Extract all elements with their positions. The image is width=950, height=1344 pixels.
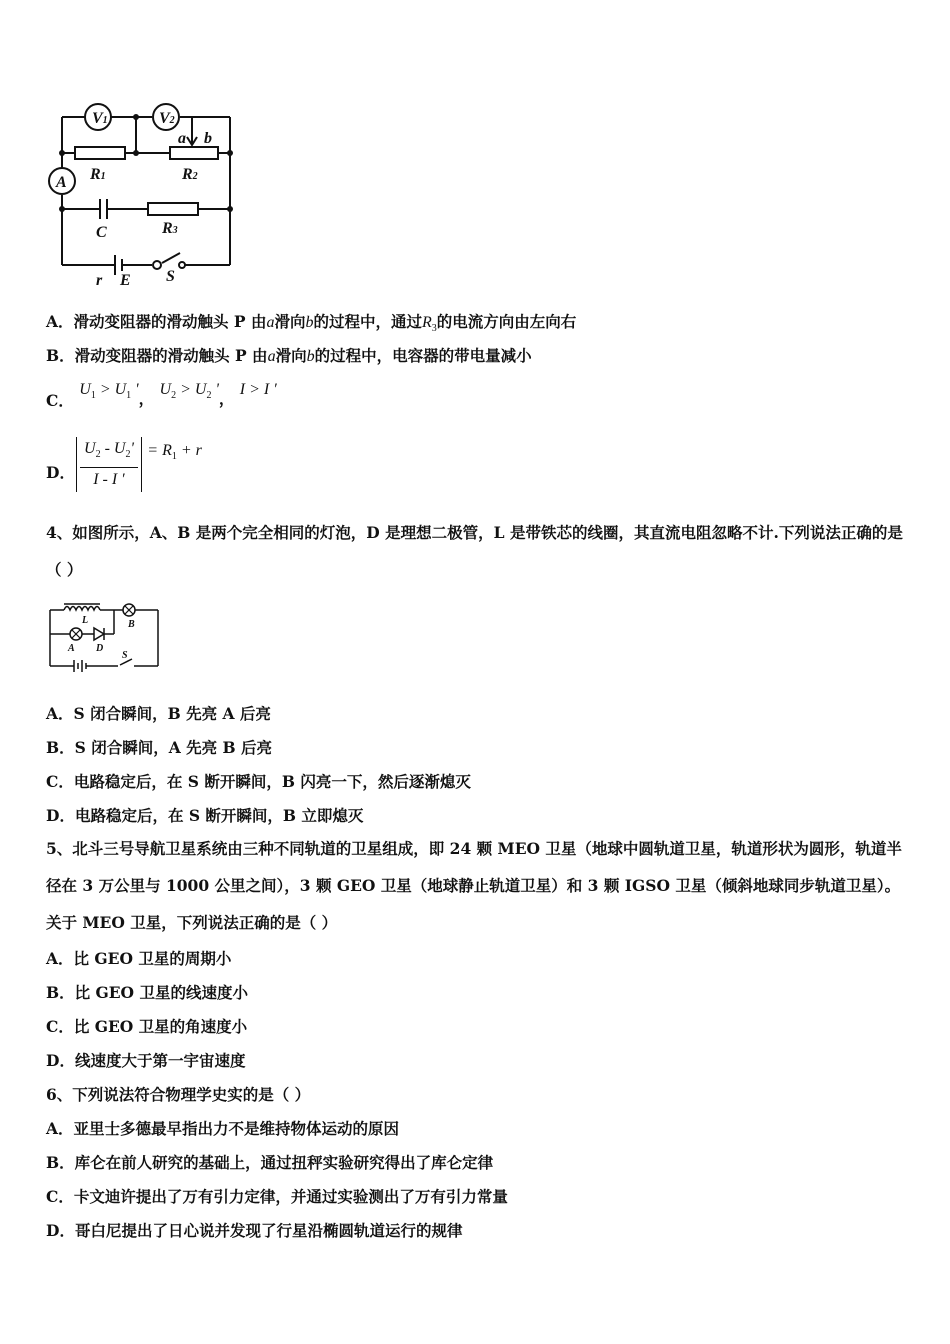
q5-option-b: B．比 GEO 卫星的线速度小 [46,983,248,1002]
ammeter-label: A [56,174,67,191]
q5-option-c: C．比 GEO 卫星的角速度小 [46,1017,248,1036]
q3-option-a: A．滑动变阻器的滑动触头 P 由a滑向b的过程中，通过$R_3$的电流方向由左向右 [46,312,577,335]
q5-option-d: D．线速度大于第一宇宙速度 [46,1051,246,1070]
capacitor-label: C [96,224,107,241]
q3-option-c: C． $U_1 > U_1$ '， $U_2 > U_2$ '， I > I ′ [46,381,277,410]
q6-option-a: A．亚里士多德最早指出力不是维持物体运动的原因 [46,1119,400,1138]
node-b-label: b [204,130,212,147]
q4-option-b: B．S 闭合瞬间，A 先亮 B 后亮 [46,738,273,757]
q4-stem: 4、如图所示，A、B 是两个完全相同的灯泡，D 是理想二极管，L 是带铁芯的线圈，其直流电阻忽略不计.下列说法正确的是（ ） [46,523,903,579]
q4-option-d: D．电路稳定后，在 S 断开瞬间，B 立即熄灭 [46,806,364,825]
q6-option-d: D．哥白尼提出了日心说并发现了行星沿椭圆轨道运行的规律 [46,1221,463,1240]
q3-option-b: B．滑动变阻器的滑动触头 P 由a滑向b的过程中，电容器的带电量减小 [46,346,532,365]
r2-label: R2 [182,166,198,183]
q5-option-a: A．比 GEO 卫星的周期小 [46,949,232,968]
bulb-a-label: A [68,643,75,654]
q5-stem: 5、北斗三号导航卫星系统由三种不同轨道的卫星组成，即 24 颗 MEO 卫星（地球中圆轨道卫星，轨道形状为圆形，轨道半径在 3 万公里与 1000 公里之间），3 颗 GEO 卫星（地球静止轨道卫星）和 3 颗 IGSO 卫星（倾斜地球同步轨道卫星）。关于 MEO 卫星，下列说法正确的是（ ） [46,839,902,932]
switch-s-label: S [122,650,128,661]
q4-option-c: C．电路稳定后，在 S 断开瞬间，B 闪亮一下，然后逐渐熄灭 [46,772,471,791]
bulb-b-label: B [128,619,135,630]
node-a-label: a [178,130,186,147]
r1-label: R1 [90,166,106,183]
circuit-diagram-2 [44,598,166,674]
q6-option-b: B．库仑在前人研究的基础上，通过扭秤实验研究得出了库仑定律 [46,1153,494,1172]
diode-label: D [96,643,104,654]
circuit-diagram-1 [40,95,250,290]
emf-label: E [120,272,131,289]
r3-label: R3 [162,220,178,237]
switch-label: S [166,268,175,285]
q6-option-c: C．卡文迪许提出了万有引力定律，并通过实验测出了万有引力常量 [46,1187,508,1206]
q3-option-d: D． $\frac{U_2 - U_2'}{I - I '}$ = $R_1 + r$ [46,437,75,487]
v2-label: V2 [159,110,175,127]
internal-resistance-label: r [96,272,103,289]
v1-label: V1 [92,110,108,127]
inductor-label: L [82,615,89,626]
q4-option-a: A．S 闭合瞬间，B 先亮 A 后亮 [46,704,271,723]
q6-stem: 6、下列说法符合物理学史实的是（ ） [46,1085,311,1104]
